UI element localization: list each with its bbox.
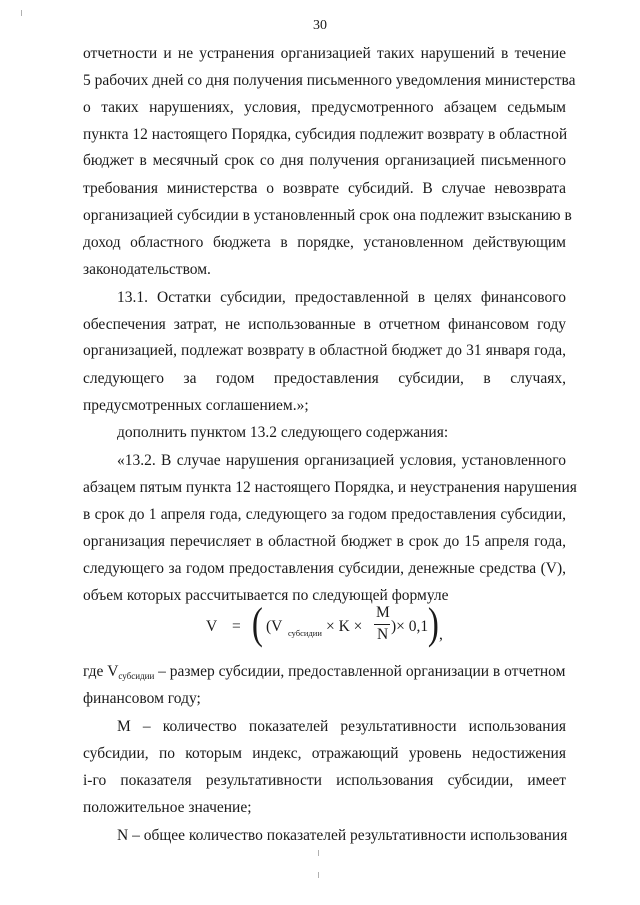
formula-denominator: N xyxy=(377,626,389,643)
text-line: абзацем пятым пункта 12 настоящего Порядка, и неустранения нарушения xyxy=(83,479,577,496)
where-line xyxy=(83,663,566,685)
fraction-bar xyxy=(374,624,390,625)
formula-comma: , xyxy=(439,626,443,643)
formula-numerator: M xyxy=(376,604,390,621)
text-line: организацией субсидии в установленный срок она подлежит взысканию в xyxy=(83,207,572,224)
formula-subscript: субсидии xyxy=(288,628,322,638)
text-line: М – количество показателей результативности использования xyxy=(117,718,566,735)
scan-mark xyxy=(318,850,319,856)
text-line: бюджет в месячный срок со дня получения организацией письменного xyxy=(83,152,566,169)
formula-equals: = xyxy=(232,618,241,635)
formula-tail: )× 0,1 xyxy=(391,618,429,635)
text-line: финансовом году; xyxy=(83,690,201,707)
text-line: дополнить пунктом 13.2 следующего содержания: xyxy=(117,424,449,441)
text-line: предусмотренных соглашением.»; xyxy=(83,397,309,414)
text-line: доход областного бюджета в порядке, установленном действующим xyxy=(83,234,566,251)
text-line: организация перечисляет в областной бюджет в срок до 15 апреля года, xyxy=(83,533,566,550)
formula-right-paren: ) xyxy=(427,599,439,648)
formula-inner-open: (V xyxy=(266,618,283,635)
where-rest: – размер субсидии, предоставленной организации в отчетном xyxy=(154,663,566,680)
scan-mark xyxy=(21,10,22,16)
formula-left-paren: ( xyxy=(251,599,263,648)
text-line: «13.2. В случае нарушения организацией условия, установленного xyxy=(117,452,566,469)
text-line: следующего за годом предоставления субсидии, денежные средства (V), xyxy=(83,560,566,577)
text-line: в срок до 1 апреля года, следующего за годом предоставления субсидии, xyxy=(83,506,566,523)
text-line: 5 рабочих дней со дня получения письменного уведомления министерства xyxy=(83,72,576,89)
formula xyxy=(206,594,466,664)
text-line: 13.1. Остатки субсидии, предоставленной в целях финансового xyxy=(117,289,566,306)
text-line: i-го показателя результативности использования субсидии, имеет xyxy=(83,772,566,789)
text-line: о таких нарушениях, условия, предусмотренного абзацем седьмым xyxy=(83,99,566,116)
where-prefix: где V xyxy=(83,663,119,680)
text-line: отчетности и не устранения организацией таких нарушений в течение xyxy=(83,45,566,62)
text-line: обеспечения затрат, не использованные в отчетном финансовом году xyxy=(83,316,566,333)
formula-times-k: × K × xyxy=(326,618,363,635)
text-line: субсидии, по которым индекс, отражающий уровень недостижения xyxy=(83,745,566,762)
text-line: следующего за годом предоставления субсидии, в случаях, xyxy=(83,370,566,387)
text-line: N – общее количество показателей результативности использования xyxy=(117,827,568,844)
text-line: пункта 12 настоящего Порядка, субсидия подлежит возврату в областной xyxy=(83,126,568,143)
page-number: 30 xyxy=(313,18,327,33)
where-subscript: субсидии xyxy=(118,671,155,681)
text-line: требования министерства о возврате субсидий. В случае невозврата xyxy=(83,180,566,197)
text-line: законодательством. xyxy=(83,261,211,278)
scan-mark xyxy=(318,872,319,878)
formula-lhs: V xyxy=(206,618,218,635)
text-line: организацией, подлежат возврату в областной бюджет до 31 января года, xyxy=(83,342,566,359)
text-line: объем которых рассчитывается по следующей формуле xyxy=(83,587,449,604)
text-line: положительное значение; xyxy=(83,799,252,816)
